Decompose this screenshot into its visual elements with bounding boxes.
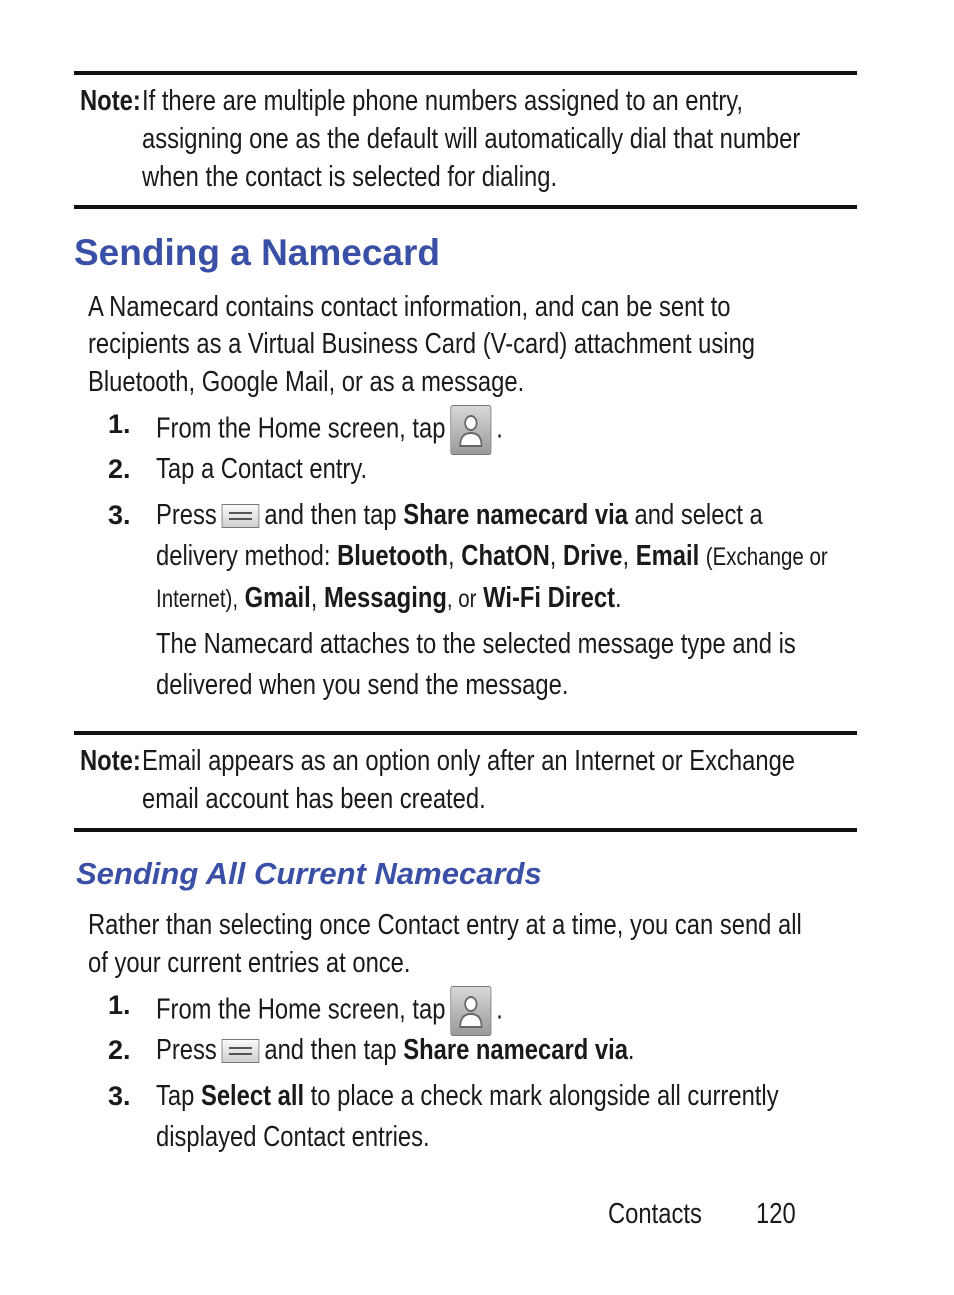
- note2-bottom-rule: [74, 828, 857, 832]
- sub-step-2: Press and then tap Share namecard via.: [156, 1034, 635, 1066]
- note-bottom-rule: [74, 205, 857, 209]
- step-3-result: delivered when you send the message.: [156, 669, 569, 701]
- step-number: 3.: [108, 500, 131, 530]
- note-label: Note:: [80, 85, 141, 117]
- sub-step-3-line-1: Tap Select all to place a check mark alongside all currently: [156, 1080, 779, 1112]
- note-line: Email appears as an option only after an Internet or Exchange: [142, 745, 796, 777]
- contacts-app-icon[interactable]: [450, 405, 491, 455]
- note-line: email account has been created.: [142, 783, 486, 815]
- sub-step-1: From the Home screen, tap .: [156, 986, 579, 1036]
- footer-section: Contacts: [608, 1198, 702, 1230]
- step-number: 2.: [108, 454, 131, 484]
- page-number: 120: [756, 1198, 796, 1230]
- top-rule: [74, 71, 857, 75]
- note2-top-rule: [74, 731, 857, 735]
- section-title: Sending a Namecard: [74, 232, 441, 273]
- note-line: assigning one as the default will automatically dial that number: [142, 123, 801, 155]
- menu-key-icon[interactable]: [222, 1039, 260, 1063]
- intro-line: A Namecard contains contact information, and can be sent to: [88, 291, 731, 323]
- step-3-line-2: delivery method: Bluetooth, ChatON, Drive, Email (Exchange or: [156, 540, 828, 572]
- contacts-app-icon[interactable]: [450, 986, 491, 1036]
- step-1: From the Home screen, tap .: [156, 405, 579, 455]
- menu-key-icon[interactable]: [222, 504, 260, 528]
- step-2: Tap a Contact entry.: [156, 453, 368, 485]
- step-3-line-3: Internet), Gmail, Messaging, or Wi-Fi Direct.: [156, 582, 622, 614]
- note-line: If there are multiple phone numbers assigned to an entry,: [142, 85, 744, 117]
- step-number: 1.: [108, 990, 131, 1020]
- step-number: 2.: [108, 1035, 131, 1065]
- step-number: 1.: [108, 409, 131, 439]
- subsection-title: Sending All Current Namecards: [76, 856, 542, 891]
- note-line: when the contact is selected for dialing.: [142, 161, 558, 193]
- sub-step-3-line-2: displayed Contact entries.: [156, 1121, 430, 1153]
- intro-line: recipients as a Virtual Business Card (V-card) attachment using: [88, 328, 756, 360]
- note-label: Note:: [80, 745, 141, 777]
- intro-line: Bluetooth, Google Mail, or as a message.: [88, 366, 525, 398]
- step-number: 3.: [108, 1081, 131, 1111]
- sub-intro-line: of your current entries at once.: [88, 947, 411, 979]
- step-3-result: The Namecard attaches to the selected message type and is: [156, 628, 796, 660]
- step-3-line-1: Press and then tap Share namecard via and select a: [156, 499, 763, 531]
- sub-intro-line: Rather than selecting once Contact entry at a time, you can send all: [88, 909, 802, 941]
